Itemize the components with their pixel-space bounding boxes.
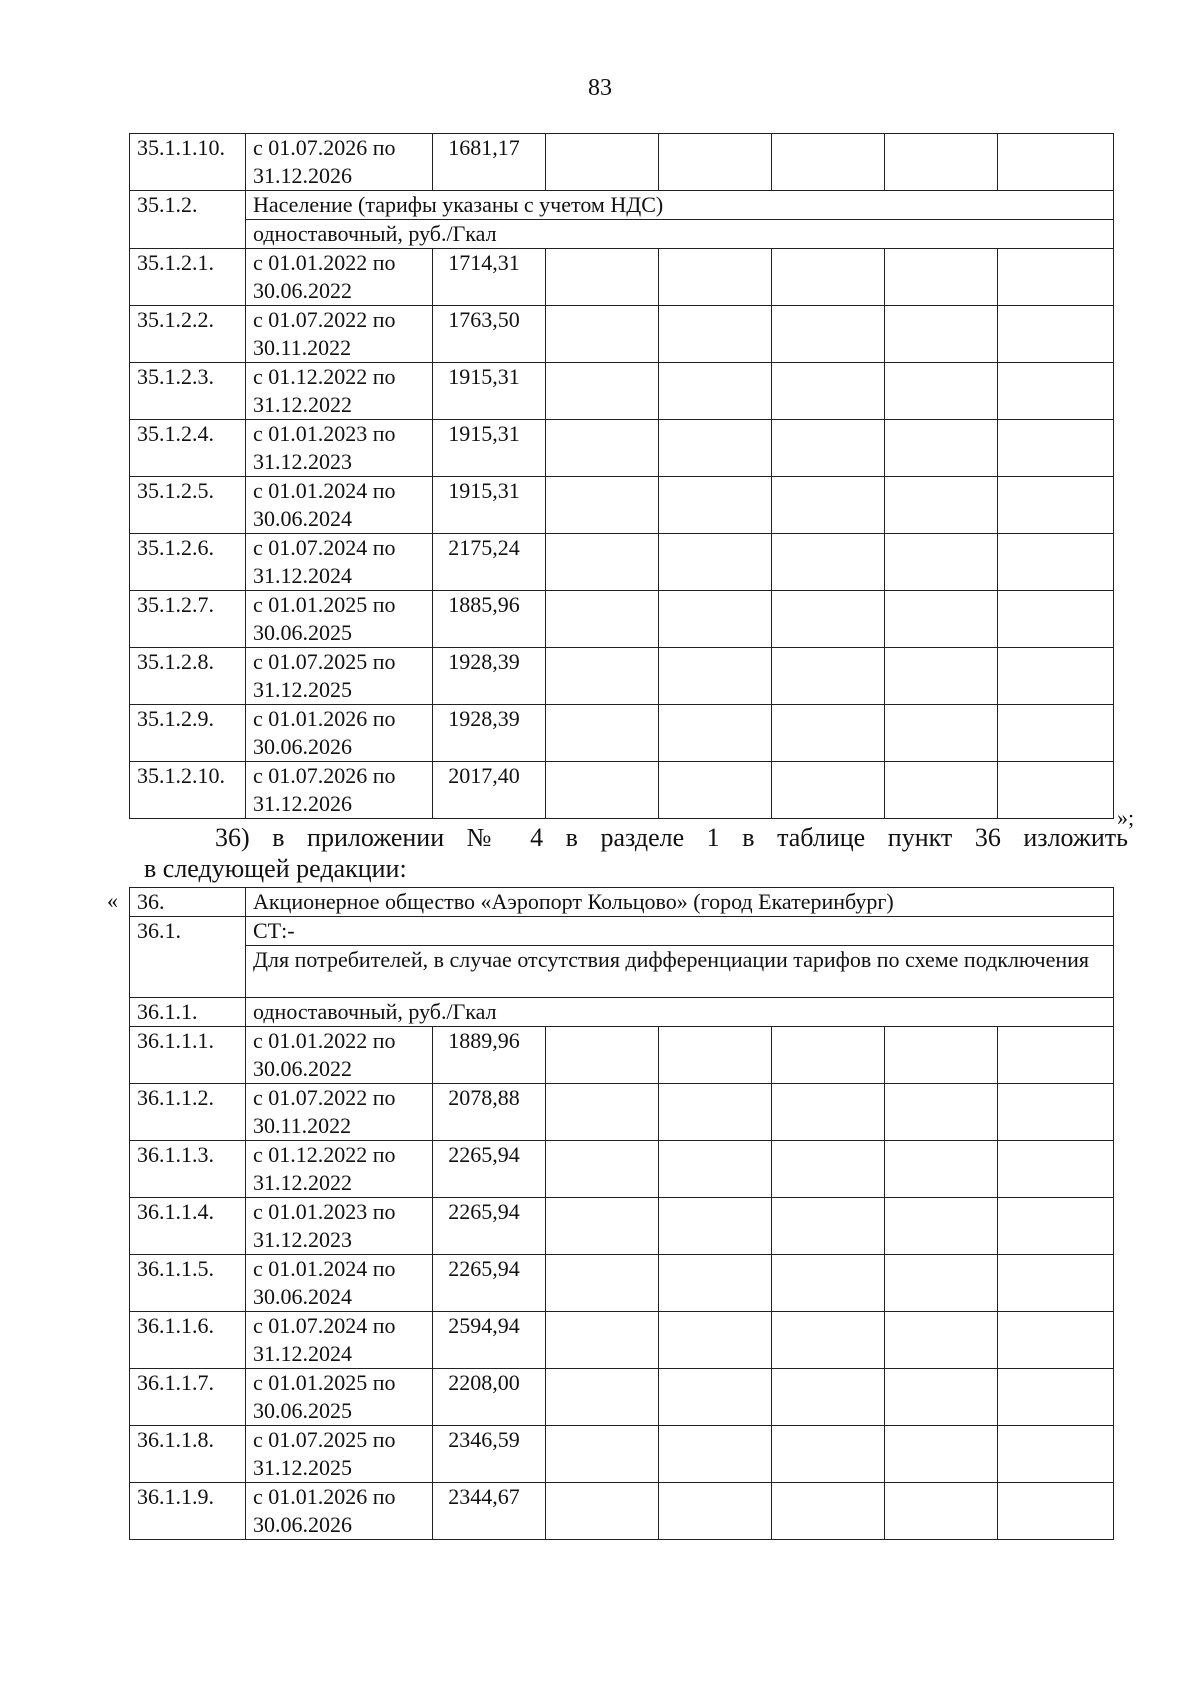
table-row xyxy=(130,306,1114,363)
tariff-table-35 xyxy=(129,133,1114,819)
empty-cell xyxy=(998,1084,1114,1141)
empty-cell xyxy=(659,1483,772,1540)
empty-cell xyxy=(998,762,1114,819)
period-end: 30.06.2026 xyxy=(253,734,352,759)
period-cell xyxy=(246,1198,433,1255)
empty-cell xyxy=(998,1426,1114,1483)
empty-cell xyxy=(659,1084,772,1141)
table-row xyxy=(130,705,1114,762)
section-row xyxy=(130,998,1114,1027)
empty-cell xyxy=(772,1084,885,1141)
period-cell xyxy=(246,477,433,534)
empty-cell xyxy=(772,705,885,762)
tariff-table-36 xyxy=(129,887,1114,1540)
period-start: с 01.07.2026 по xyxy=(253,135,396,160)
empty-cell xyxy=(772,1426,885,1483)
period-start: с 01.07.2024 по xyxy=(253,1313,396,1338)
section-text: Акционерное общество «Аэропорт Кольцово» (город Екатеринбург) xyxy=(246,888,1114,917)
empty-cell xyxy=(546,420,659,477)
period-end: 30.06.2024 xyxy=(253,506,352,531)
empty-cell xyxy=(772,648,885,705)
tariff-value: 2344,67 xyxy=(433,1483,546,1540)
period-end: 31.12.2022 xyxy=(253,392,352,417)
empty-cell xyxy=(998,306,1114,363)
table-row xyxy=(130,420,1114,477)
empty-cell xyxy=(772,1141,885,1198)
empty-cell xyxy=(659,591,772,648)
period-start: с 01.01.2024 по xyxy=(253,1256,396,1281)
empty-cell xyxy=(772,134,885,191)
empty-cell xyxy=(546,591,659,648)
empty-cell xyxy=(659,762,772,819)
table-row xyxy=(130,1027,1114,1084)
empty-cell xyxy=(885,1426,998,1483)
period-end: 31.12.2022 xyxy=(253,1170,352,1195)
period-start: с 01.07.2025 по xyxy=(253,1427,396,1452)
tariff-value: 1915,31 xyxy=(433,363,546,420)
tariff-value: 1885,96 xyxy=(433,591,546,648)
empty-cell xyxy=(885,420,998,477)
period-start: с 01.07.2025 по xyxy=(253,649,396,674)
item-code: 35.1.2.3. xyxy=(130,363,246,420)
section-text: Население (тарифы указаны с учетом НДС) xyxy=(246,191,1114,220)
period-start: с 01.01.2025 по xyxy=(253,592,396,617)
period-start: с 01.07.2022 по xyxy=(253,1085,396,1110)
tariff-value: 2346,59 xyxy=(433,1426,546,1483)
item-code: 36.1.1.2. xyxy=(130,1084,246,1141)
item-code: 36.1.1.6. xyxy=(130,1312,246,1369)
empty-cell xyxy=(998,1312,1114,1369)
empty-cell xyxy=(772,762,885,819)
item-code: 36.1. xyxy=(130,917,246,998)
section-text: Для потребителей, в случае отсутствия дифференциации тарифов по схеме подключения xyxy=(246,946,1114,998)
item-code: 35.1.1.10. xyxy=(130,134,246,191)
empty-cell xyxy=(885,1141,998,1198)
period-cell xyxy=(246,1084,433,1141)
period-cell xyxy=(246,762,433,819)
period-start: с 01.12.2022 по xyxy=(253,1142,396,1167)
empty-cell xyxy=(659,1369,772,1426)
period-start: с 01.07.2024 по xyxy=(253,535,396,560)
empty-cell xyxy=(659,1426,772,1483)
period-cell xyxy=(246,420,433,477)
empty-cell xyxy=(885,363,998,420)
period-end: 31.12.2024 xyxy=(253,1341,352,1366)
section-row xyxy=(130,191,1114,220)
empty-cell xyxy=(998,705,1114,762)
empty-cell xyxy=(772,1483,885,1540)
empty-cell xyxy=(546,1141,659,1198)
empty-cell xyxy=(885,249,998,306)
tariff-value: 1889,96 xyxy=(433,1027,546,1084)
empty-cell xyxy=(546,1255,659,1312)
period-cell xyxy=(246,648,433,705)
period-cell xyxy=(246,1483,433,1540)
period-end: 30.06.2026 xyxy=(253,1512,352,1537)
empty-cell xyxy=(546,705,659,762)
empty-cell xyxy=(772,477,885,534)
empty-cell xyxy=(998,534,1114,591)
period-end: 31.12.2023 xyxy=(253,1227,352,1252)
period-end: 31.12.2026 xyxy=(253,791,352,816)
empty-cell xyxy=(885,1255,998,1312)
period-cell xyxy=(246,705,433,762)
tariff-value: 2594,94 xyxy=(433,1312,546,1369)
item-code: 35.1.2.9. xyxy=(130,705,246,762)
period-start: с 01.01.2026 по xyxy=(253,1484,396,1509)
empty-cell xyxy=(659,134,772,191)
empty-cell xyxy=(772,1198,885,1255)
section-text: одноставочный, руб./Гкал xyxy=(246,998,1114,1027)
period-start: с 01.01.2024 по xyxy=(253,478,396,503)
item-code: 35.1.2.2. xyxy=(130,306,246,363)
empty-cell xyxy=(885,591,998,648)
empty-cell xyxy=(998,1255,1114,1312)
period-end: 31.12.2026 xyxy=(253,163,352,188)
empty-cell xyxy=(546,1312,659,1369)
table-row xyxy=(130,1369,1114,1426)
closing-quote-mark: »; xyxy=(1117,805,1135,830)
table-row xyxy=(130,591,1114,648)
empty-cell xyxy=(885,1198,998,1255)
empty-cell xyxy=(772,363,885,420)
tariff-value: 2017,40 xyxy=(433,762,546,819)
period-cell xyxy=(246,591,433,648)
tariff-value: 1915,31 xyxy=(433,477,546,534)
tariff-value: 2265,94 xyxy=(433,1255,546,1312)
empty-cell xyxy=(772,1312,885,1369)
empty-cell xyxy=(546,762,659,819)
empty-cell xyxy=(885,534,998,591)
section-text: СТ:- xyxy=(246,917,1114,946)
period-cell xyxy=(246,1255,433,1312)
item-code: 35.1.2.1. xyxy=(130,249,246,306)
table-row xyxy=(130,648,1114,705)
empty-cell xyxy=(659,1141,772,1198)
period-cell xyxy=(246,1141,433,1198)
item-code: 35.1.2.4. xyxy=(130,420,246,477)
tariff-value: 1928,39 xyxy=(433,648,546,705)
page-number: 83 xyxy=(588,75,612,101)
empty-cell xyxy=(998,1483,1114,1540)
empty-cell xyxy=(546,1084,659,1141)
empty-cell xyxy=(885,1027,998,1084)
empty-cell xyxy=(659,648,772,705)
period-end: 31.12.2025 xyxy=(253,1455,352,1480)
empty-cell xyxy=(885,705,998,762)
empty-cell xyxy=(659,420,772,477)
period-end: 30.06.2024 xyxy=(253,1284,352,1309)
amendment-paragraph-line-1: 36) в приложении № 4 в разделе 1 в таблице пункт 36 изложить xyxy=(215,823,1128,852)
empty-cell xyxy=(772,249,885,306)
tariff-value: 2208,00 xyxy=(433,1369,546,1426)
empty-cell xyxy=(885,134,998,191)
empty-cell xyxy=(659,477,772,534)
period-start: с 01.12.2022 по xyxy=(253,364,396,389)
amendment-paragraph-line-2: в следующей редакции: xyxy=(144,854,407,883)
empty-cell xyxy=(998,249,1114,306)
empty-cell xyxy=(546,1198,659,1255)
period-cell xyxy=(246,134,433,191)
empty-cell xyxy=(772,306,885,363)
tariff-value: 2265,94 xyxy=(433,1198,546,1255)
empty-cell xyxy=(885,1369,998,1426)
empty-cell xyxy=(885,1084,998,1141)
tariff-value: 1714,31 xyxy=(433,249,546,306)
item-code: 36.1.1.9. xyxy=(130,1483,246,1540)
empty-cell xyxy=(546,534,659,591)
period-start: с 01.01.2022 по xyxy=(253,250,396,275)
empty-cell xyxy=(772,534,885,591)
table-row xyxy=(130,1255,1114,1312)
item-code: 35.1.2.10. xyxy=(130,762,246,819)
empty-cell xyxy=(546,1483,659,1540)
table-row xyxy=(130,134,1114,191)
item-code: 35.1.2.8. xyxy=(130,648,246,705)
table-row xyxy=(130,1198,1114,1255)
empty-cell xyxy=(998,363,1114,420)
table-row xyxy=(130,534,1114,591)
period-start: с 01.01.2023 по xyxy=(253,1199,396,1224)
empty-cell xyxy=(885,648,998,705)
item-code: 36.1.1.5. xyxy=(130,1255,246,1312)
table-row xyxy=(130,1084,1114,1141)
empty-cell xyxy=(659,1312,772,1369)
section-row xyxy=(130,220,1114,249)
table-row xyxy=(130,1312,1114,1369)
empty-cell xyxy=(998,1141,1114,1198)
empty-cell xyxy=(546,1426,659,1483)
period-end: 30.11.2022 xyxy=(253,335,352,360)
period-cell xyxy=(246,363,433,420)
empty-cell xyxy=(998,1369,1114,1426)
empty-cell xyxy=(546,477,659,534)
empty-cell xyxy=(998,1027,1114,1084)
empty-cell xyxy=(998,420,1114,477)
empty-cell xyxy=(772,591,885,648)
empty-cell xyxy=(546,1027,659,1084)
period-end: 30.11.2022 xyxy=(253,1113,352,1138)
period-start: с 01.01.2022 по xyxy=(253,1028,396,1053)
empty-cell xyxy=(659,249,772,306)
item-code: 36. xyxy=(130,888,246,917)
tariff-value: 1681,17 xyxy=(433,134,546,191)
amendment-paragraph xyxy=(144,822,1128,884)
period-cell xyxy=(246,1312,433,1369)
empty-cell xyxy=(998,477,1114,534)
period-start: с 01.07.2022 по xyxy=(253,307,396,332)
period-cell xyxy=(246,534,433,591)
empty-cell xyxy=(772,1027,885,1084)
table-row xyxy=(130,1426,1114,1483)
item-code: 35.1.2. xyxy=(130,191,246,249)
empty-cell xyxy=(885,477,998,534)
tariff-value: 2265,94 xyxy=(433,1141,546,1198)
empty-cell xyxy=(659,1027,772,1084)
tariff-value: 1928,39 xyxy=(433,705,546,762)
period-cell xyxy=(246,1426,433,1483)
period-start: с 01.01.2025 по xyxy=(253,1370,396,1395)
period-end: 31.12.2023 xyxy=(253,449,352,474)
empty-cell xyxy=(772,1255,885,1312)
empty-cell xyxy=(659,306,772,363)
item-code: 36.1.1.4. xyxy=(130,1198,246,1255)
empty-cell xyxy=(659,1255,772,1312)
table-row xyxy=(130,1141,1114,1198)
empty-cell xyxy=(546,648,659,705)
item-code: 36.1.1.8. xyxy=(130,1426,246,1483)
opening-quote-mark: « xyxy=(107,888,118,913)
empty-cell xyxy=(885,1483,998,1540)
empty-cell xyxy=(546,306,659,363)
item-code: 36.1.1.7. xyxy=(130,1369,246,1426)
empty-cell xyxy=(998,648,1114,705)
empty-cell xyxy=(885,1312,998,1369)
item-code: 36.1.1.3. xyxy=(130,1141,246,1198)
tariff-value: 2078,88 xyxy=(433,1084,546,1141)
empty-cell xyxy=(546,249,659,306)
period-end: 30.06.2025 xyxy=(253,620,352,645)
empty-cell xyxy=(546,134,659,191)
period-end: 30.06.2022 xyxy=(253,1056,352,1081)
empty-cell xyxy=(546,363,659,420)
empty-cell xyxy=(546,1369,659,1426)
period-end: 30.06.2025 xyxy=(253,1398,352,1423)
tariff-value: 1763,50 xyxy=(433,306,546,363)
period-cell xyxy=(246,1027,433,1084)
item-code: 35.1.2.6. xyxy=(130,534,246,591)
empty-cell xyxy=(998,1198,1114,1255)
table-row xyxy=(130,1483,1114,1540)
period-start: с 01.01.2026 по xyxy=(253,706,396,731)
section-text: одноставочный, руб./Гкал xyxy=(246,220,1114,249)
section-row xyxy=(130,888,1114,917)
tariff-value: 1915,31 xyxy=(433,420,546,477)
empty-cell xyxy=(885,762,998,819)
section-row xyxy=(130,946,1114,998)
period-cell xyxy=(246,1369,433,1426)
period-end: 31.12.2024 xyxy=(253,563,352,588)
empty-cell xyxy=(885,306,998,363)
period-start: с 01.01.2023 по xyxy=(253,421,396,446)
empty-cell xyxy=(659,534,772,591)
item-code: 35.1.2.7. xyxy=(130,591,246,648)
item-code: 36.1.1.1. xyxy=(130,1027,246,1084)
empty-cell xyxy=(998,591,1114,648)
table-row xyxy=(130,477,1114,534)
tariff-value: 2175,24 xyxy=(433,534,546,591)
item-code: 35.1.2.5. xyxy=(130,477,246,534)
period-start: с 01.07.2026 по xyxy=(253,763,396,788)
empty-cell xyxy=(659,705,772,762)
table-row xyxy=(130,762,1114,819)
empty-cell xyxy=(659,363,772,420)
empty-cell xyxy=(659,1198,772,1255)
section-row xyxy=(130,917,1114,946)
period-end: 31.12.2025 xyxy=(253,677,352,702)
item-code: 36.1.1. xyxy=(130,998,246,1027)
empty-cell xyxy=(772,1369,885,1426)
period-end: 30.06.2022 xyxy=(253,278,352,303)
empty-cell xyxy=(998,134,1114,191)
period-cell xyxy=(246,306,433,363)
period-cell xyxy=(246,249,433,306)
empty-cell xyxy=(772,420,885,477)
table-row xyxy=(130,363,1114,420)
table-row xyxy=(130,249,1114,306)
